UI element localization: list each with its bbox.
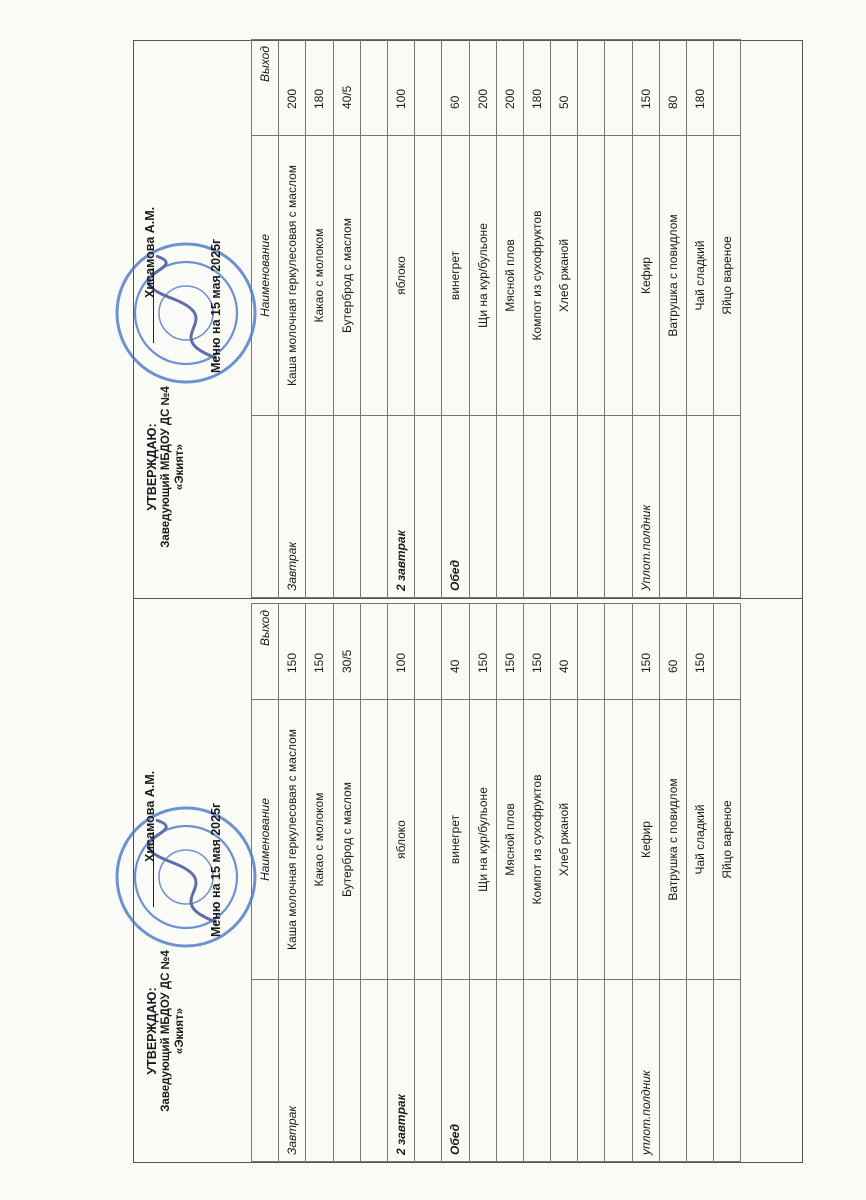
output-cell — [578, 604, 605, 700]
menu-sheet-1 — [133, 604, 803, 1162]
dish-name-cell: Каша молочная геркулесовая с маслом — [279, 136, 306, 416]
table-row — [279, 604, 306, 1162]
table-row — [523, 40, 550, 598]
approve-title: УТВЕРЖДАЮ: — [145, 423, 159, 511]
meal-cell: 2 завтрак — [387, 980, 414, 1162]
column-header-output: Выход — [252, 604, 279, 700]
output-cell: 60 — [442, 40, 469, 136]
dish-name-cell: Щи на кур/бульоне — [469, 136, 496, 416]
approval-block — [145, 936, 187, 1126]
output-cell — [605, 40, 632, 136]
table-row — [632, 604, 659, 1162]
dish-name-cell: Хлеб ржаной — [551, 136, 578, 416]
menu-header — [133, 40, 251, 598]
table-row — [306, 40, 333, 598]
dish-name-cell — [360, 136, 387, 416]
meal-cell — [659, 980, 686, 1162]
dish-name-cell — [578, 136, 605, 416]
meal-cell — [687, 980, 714, 1162]
table-row — [333, 40, 360, 598]
table-row — [387, 604, 414, 1162]
dish-name-cell — [578, 700, 605, 980]
table-row — [551, 604, 578, 1162]
table-row — [714, 40, 741, 598]
dish-name-cell: Ватрушка с повидлом — [659, 700, 686, 980]
output-cell: 180 — [687, 40, 714, 136]
output-cell: 30/5 — [333, 604, 360, 700]
meal-cell: уплот.полдник — [632, 980, 659, 1162]
table-row — [496, 40, 523, 598]
table-row — [578, 40, 605, 598]
menu-table — [251, 39, 741, 598]
table-header-row — [252, 604, 279, 1162]
dish-name-cell: Бутерброд с маслом — [333, 136, 360, 416]
output-cell: 200 — [279, 40, 306, 136]
output-cell: 40 — [442, 604, 469, 700]
dish-name-cell — [415, 700, 442, 980]
dish-name-cell: яблоко — [387, 136, 414, 416]
table-row — [360, 604, 387, 1162]
meal-cell — [714, 416, 741, 598]
dish-name-cell: Мясной плов — [496, 136, 523, 416]
table-row — [333, 604, 360, 1162]
table-row — [442, 40, 469, 598]
dish-name-cell: Компот из сухофруктов — [523, 136, 550, 416]
meal-cell — [415, 980, 442, 1162]
meal-cell — [333, 980, 360, 1162]
dish-name-cell: Яйцо вареное — [714, 136, 741, 416]
table-row — [578, 604, 605, 1162]
dish-name-cell: яблоко — [387, 700, 414, 980]
table-header-row — [252, 40, 279, 598]
meal-cell — [605, 980, 632, 1162]
table-row — [605, 604, 632, 1162]
output-cell: 40/5 — [333, 40, 360, 136]
dish-name-cell — [415, 136, 442, 416]
output-cell: 150 — [279, 604, 306, 700]
output-cell — [360, 604, 387, 700]
output-cell: 150 — [469, 604, 496, 700]
dish-name-cell: Ватрушка с повидлом — [659, 136, 686, 416]
output-cell: 180 — [306, 40, 333, 136]
stamp-seal-icon — [111, 802, 261, 952]
table-row — [496, 604, 523, 1162]
menu-sheet-2 — [133, 40, 803, 598]
output-cell: 100 — [387, 40, 414, 136]
output-cell: 150 — [496, 604, 523, 700]
table-row — [360, 40, 387, 598]
output-cell: 40 — [551, 604, 578, 700]
output-cell: 100 — [387, 604, 414, 700]
page-divider — [133, 598, 803, 599]
dish-name-cell: Компот из сухофруктов — [523, 700, 550, 980]
meal-cell — [415, 416, 442, 598]
meal-cell — [659, 416, 686, 598]
table-row — [687, 40, 714, 598]
menu-header — [133, 604, 251, 1162]
output-cell — [714, 40, 741, 136]
signer-name: Хисамова А.М. — [143, 770, 157, 862]
table-row — [632, 40, 659, 598]
menu-date: Меню на 15 мая 2025г — [209, 802, 223, 937]
output-cell — [415, 40, 442, 136]
dish-name-cell: Чай сладкий — [687, 700, 714, 980]
output-cell — [360, 40, 387, 136]
table-row — [469, 604, 496, 1162]
table-row — [659, 40, 686, 598]
meal-cell — [469, 980, 496, 1162]
meal-cell — [469, 416, 496, 598]
column-header-output: Выход — [252, 40, 279, 136]
output-cell: 180 — [523, 40, 550, 136]
output-cell: 150 — [687, 604, 714, 700]
column-header-name: Наименование — [252, 136, 279, 416]
dish-name-cell: Щи на кур/бульоне — [469, 700, 496, 980]
meal-cell — [306, 980, 333, 1162]
dish-name-cell: Бутерброд с маслом — [333, 700, 360, 980]
approve-title: УТВЕРЖДАЮ: — [145, 987, 159, 1075]
meal-cell — [578, 980, 605, 1162]
meal-cell — [360, 416, 387, 598]
table-row — [415, 604, 442, 1162]
output-cell — [714, 604, 741, 700]
menu-date: Меню на 15 мая 2025г — [209, 238, 223, 373]
meal-cell — [496, 980, 523, 1162]
approve-org: Заведующий МБДОУ ДС №4 — [160, 386, 172, 548]
signer-name: Хисамова А.М. — [143, 206, 157, 298]
dish-name-cell: Каша молочная геркулесовая с маслом — [279, 700, 306, 980]
dish-name-cell: Кефир — [632, 700, 659, 980]
table-row — [279, 40, 306, 598]
table-row — [659, 604, 686, 1162]
dish-name-cell: Кефир — [632, 136, 659, 416]
approve-org: Заведующий МБДОУ ДС №4 — [160, 950, 172, 1112]
dish-name-cell: винегрет — [442, 700, 469, 980]
meal-cell — [496, 416, 523, 598]
table-row — [442, 604, 469, 1162]
meal-cell — [333, 416, 360, 598]
output-cell: 60 — [659, 604, 686, 700]
meal-cell: Обед — [442, 980, 469, 1162]
table-row — [687, 604, 714, 1162]
dish-name-cell: Яйцо вареное — [714, 700, 741, 980]
output-cell — [415, 604, 442, 700]
meal-cell: Завтрак — [279, 980, 306, 1162]
stamp-seal-icon — [111, 238, 261, 388]
table-row — [605, 40, 632, 598]
table-row — [415, 40, 442, 598]
meal-cell: Завтрак — [279, 416, 306, 598]
menu-table — [251, 603, 741, 1162]
dish-name-cell: Чай сладкий — [687, 136, 714, 416]
dish-name-cell — [605, 700, 632, 980]
column-header-name: Наименование — [252, 700, 279, 980]
output-cell: 50 — [551, 40, 578, 136]
output-cell: 150 — [523, 604, 550, 700]
table-row — [523, 604, 550, 1162]
output-cell: 150 — [306, 604, 333, 700]
column-header-meal — [252, 416, 279, 598]
meal-cell — [687, 416, 714, 598]
meal-cell: Уплот.полдник — [632, 416, 659, 598]
meal-cell — [360, 980, 387, 1162]
output-cell — [578, 40, 605, 136]
output-cell: 80 — [659, 40, 686, 136]
meal-cell — [523, 416, 550, 598]
approval-block — [145, 372, 187, 562]
table-row — [306, 604, 333, 1162]
meal-cell — [306, 416, 333, 598]
table-row — [387, 40, 414, 598]
table-row — [469, 40, 496, 598]
meal-cell — [714, 980, 741, 1162]
dish-name-cell — [605, 136, 632, 416]
meal-cell — [605, 416, 632, 598]
dish-name-cell: Какао с молоком — [306, 700, 333, 980]
dish-name-cell: Какао с молоком — [306, 136, 333, 416]
table-row — [714, 604, 741, 1162]
meal-cell: Обед — [442, 416, 469, 598]
output-cell: 150 — [632, 604, 659, 700]
approve-name: «Экият» — [174, 443, 186, 491]
approve-name: «Экият» — [174, 1007, 186, 1055]
output-cell: 200 — [469, 40, 496, 136]
output-cell: 200 — [496, 40, 523, 136]
meal-cell: 2 завтрак — [387, 416, 414, 598]
meal-cell — [551, 980, 578, 1162]
output-cell — [605, 604, 632, 700]
dish-name-cell — [360, 700, 387, 980]
table-row — [551, 40, 578, 598]
dish-name-cell: винегрет — [442, 136, 469, 416]
dish-name-cell: Хлеб ржаной — [551, 700, 578, 980]
dish-name-cell: Мясной плов — [496, 700, 523, 980]
column-header-meal — [252, 980, 279, 1162]
meal-cell — [551, 416, 578, 598]
meal-cell — [523, 980, 550, 1162]
output-cell: 150 — [632, 40, 659, 136]
meal-cell — [578, 416, 605, 598]
